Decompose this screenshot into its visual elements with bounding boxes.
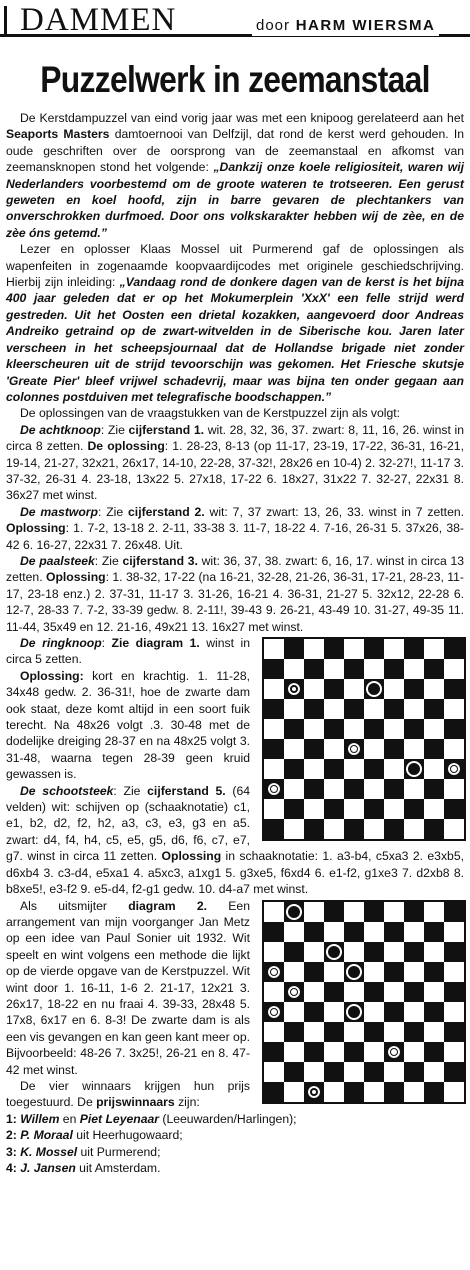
dark-square: [444, 902, 464, 922]
dark-square: [424, 962, 444, 982]
winners-intro: De vier winnaars krijgen hun prijs toegestuurd. De prijswinnaars zijn:: [6, 1078, 250, 1110]
dark-square: [264, 739, 284, 759]
dark-square: [444, 982, 464, 1002]
dark-square: [424, 922, 444, 942]
byline-author: HARM WIERSMA: [295, 17, 436, 34]
dark-square: [384, 922, 404, 942]
dark-square: [284, 1062, 304, 1082]
dark-square: [264, 1082, 284, 1102]
dark-square: [404, 799, 424, 819]
dark-square: [364, 799, 384, 819]
column-title: DAMMEN: [20, 2, 177, 38]
black-piece: [326, 944, 342, 960]
dark-square: [344, 779, 364, 799]
dark-square: [424, 779, 444, 799]
dark-square: [364, 982, 384, 1002]
dark-square: [444, 799, 464, 819]
black-piece: [346, 1004, 362, 1020]
puzzle-achtknoop: De achtknoop: Zie cijferstand 1. wit. 28, 32, 36, 37. zwart: 8, 11, 16, 26. winst in circa 8 zetten. De oplossing: 1. 28-23, 8-13 (op 11-17, 23-19, 17-22, 36-31, 16-21, 19-14, 21-27, 32x21, 26x17, 14-10, 22-28, 37-32!, 28x26 en 10-4) 2. 32-27!, 11-17 3. 37-32, 26-31 4. 23-18, 13x22 5. 27x18, 17-22 6. 18x27, 31x22 7. 32-27, 22x31 8. 36x27 met winst.: [6, 422, 465, 503]
dark-square: [384, 1002, 404, 1022]
dark-square: [404, 719, 424, 739]
dark-square: [324, 1062, 344, 1082]
dark-square: [364, 942, 384, 962]
dark-square: [344, 659, 364, 679]
dark-square: [424, 699, 444, 719]
dark-square: [304, 1002, 324, 1022]
puzzle-mastworp: De mastworp: Zie cijferstand 2. wit: 7, 37 zwart: 13, 26, 33. winst in 7 zetten. Oplossing: 1. 7-2, 13-18 2. 2-11, 33-38 3. 11-7, 18-22 4. 7-16, 26-31 5. 37x26, 38-42 6. 16-27, 22x31 7. 26x48. Uit.: [6, 504, 465, 552]
dark-square: [304, 659, 324, 679]
dark-square: [384, 739, 404, 759]
white-piece: [386, 1044, 402, 1060]
dark-square: [284, 942, 304, 962]
dark-square: [324, 1022, 344, 1042]
dark-square: [324, 982, 344, 1002]
winner-row: 4: J. Jansen uit Amsterdam.: [6, 1161, 161, 1175]
intro-paragraph-1: De Kerstdampuzzel van eind vorig jaar was met een knipoog gerelateerd aan het Seaports Masters damtoernooi van Delfzijl, dat rond de kerst werd gehouden. In oude geschriften over de oorsprong van de zeemanstaal en afkomst van zeemansknopen stond het volgende: „Dankzij onze koele religiositeit, waren wij Nederlanders voorbestemd om de groote wateren te trotseeren. Een gerust geweten en koel hoofd, zijn in barre gevaren de plechtankers van onverschrokken durfmoed. Door ons volkskarakter hebben wij de zèe, en de zèe óns getemd.”: [6, 111, 465, 240]
dark-square: [364, 719, 384, 739]
dark-square: [284, 719, 304, 739]
dark-square: [404, 1022, 424, 1042]
dark-square: [424, 1042, 444, 1062]
dark-square: [304, 779, 324, 799]
dark-square: [344, 819, 364, 839]
dark-square: [324, 639, 344, 659]
dark-square: [304, 739, 324, 759]
dark-square: [284, 799, 304, 819]
king-white-piece: [286, 681, 302, 697]
dark-square: [364, 902, 384, 922]
dark-square: [444, 719, 464, 739]
dark-square: [384, 659, 404, 679]
dark-square: [304, 699, 324, 719]
dark-square: [384, 779, 404, 799]
dark-square: [324, 759, 344, 779]
dark-square: [424, 1002, 444, 1022]
dark-square: [344, 922, 364, 942]
black-piece: [366, 681, 382, 697]
dark-square: [404, 639, 424, 659]
puzzle-schootsteek: De schootsteek: Zie cijferstand 5. (64 velden) wit: schijven op (schaaknotatie) c1, e1, b2, d2, f2, h2, a3, c3, e3, g3 en a5. zwart: d4, f4, h4, c5, e5, g5, d6, f6, c7, e7, g7. winst in circa 11 zetten. Oplossing in schaaknotatie: 1. a3-b4, c5xa3 2. e3xb5, d6xb4 3. c3-d4, e5xa1 4. a5xc3, a1xg1 5. g3xe5, f6xd4 6. e1-f2, g1xe3 7. d2xb8 8. b8xe5!, e3-f2 9. e5-d4, f2-g1 gedw. 10. d4-a7 met winst.: [6, 783, 464, 897]
byline-prefix: door: [256, 17, 291, 34]
king-white-piece: [306, 1084, 322, 1100]
dark-square: [404, 1062, 424, 1082]
dark-square: [284, 1022, 304, 1042]
dark-square: [264, 1042, 284, 1062]
logo-mark: [4, 6, 19, 34]
dark-square: [364, 1062, 384, 1082]
dark-square: [264, 659, 284, 679]
intro-paragraph-2: Lezer en oplosser Klaas Mossel uit Purmerend gaf de oplossingen als wapenfeiten in zogenaamde koopvaardijcodes met originele geschiedschrijving. Hierbij zijn inleiding: „Vandaag rond de donkere dagen van de kerst is het bijna 400 jaar geleden dat er op het Mokumerplein 'XxX' een felle strijd werd gestreden. Uit het Oosten een drietal kozakken, aangevoerd door Andreas Andreiko getraind op de zwart-witvelden in de Siberische kou. Jaren later verscheen in het scheepsjournaal dat de Hollandse brigade niet zonder kleerscheuren uit de strijd tevoorschijn was gekomen. Het Friesche skutsje 'Greate Pier' bleef vrijwel schadevrij, maar was bijna ten onder gegaan aan colonnes postduiven met telegrafische boodschappen.”: [6, 242, 464, 404]
dark-square: [304, 819, 324, 839]
headline: Puzzelwerk in zeemanstaal: [40, 59, 430, 100]
dark-square: [304, 962, 324, 982]
puzzle-paalsteek: De paalsteek: Zie cijferstand 3. wit: 36, 37, 38. zwart: 6, 16, 17. winst in circa 13 zetten. Oplossing: 1. 38-32, 17-22 (na 16-21, 32-28, 21-26, 36-31, 17-21, 28-23, 11-17, 23-18 enz.) 2. 37-31, 11-17 3. 31-26, 16-21 4. 36-31, 21-27 5. 32x12, 22-28 6. 12-7, 28-33 7. 7-2, 33-39 gedw. 8. 2-11!, 39-43 9. 26-21, 43-49 10. 31-27, 49-35 11. 11-44, 35x49 en 12. 21-16, 49x21 13. 16x27 met winst.: [6, 553, 464, 634]
dark-square: [444, 639, 464, 659]
black-piece: [406, 761, 422, 777]
black-piece: [346, 964, 362, 980]
draughts-diagram-1: [262, 637, 466, 841]
white-piece: [266, 1004, 282, 1020]
dark-square: [384, 699, 404, 719]
dark-square: [344, 699, 364, 719]
dark-square: [404, 902, 424, 922]
byline: [252, 16, 439, 36]
dark-square: [444, 679, 464, 699]
dark-square: [304, 1042, 324, 1062]
dark-square: [404, 942, 424, 962]
white-piece: [266, 964, 282, 980]
dark-square: [304, 922, 324, 942]
winner-row: 2: P. Moraal uit Heerhugowaard;: [6, 1128, 183, 1143]
dark-square: [424, 819, 444, 839]
dark-square: [384, 819, 404, 839]
white-piece: [286, 984, 302, 1000]
dark-square: [264, 819, 284, 839]
dark-square: [284, 639, 304, 659]
white-piece: [346, 741, 362, 757]
draughts-diagram-2: [262, 900, 466, 1104]
winner-row: 1: Willem en Piet Leyenaar (Leeuwarden/Harlingen);: [6, 1111, 297, 1126]
puzzle-ringknoop-solution: Oplossing: kort en krachtig. 1. 11-28, 34x48 gedw. 2. 36-31!, hoe de zwarte dam ook staat, deze komt altijd in een soort fuik terecht. Na 48x26 volgt .3. 30-48 met de dodelijke dreiging 28-37 en na 48x25 volgt 3. 31-48, waarna tegen 28-39 geen kruid gewassen is.: [6, 668, 250, 782]
dark-square: [424, 1082, 444, 1102]
dark-square: [384, 962, 404, 982]
dark-square: [324, 719, 344, 739]
dark-square: [364, 1022, 384, 1042]
puzzle-extra: Als uitsmijter diagram 2. Een arrangement van mijn voorganger Jan Metz op een idee van Paul Sonier uit 1932. Wit speelt en wint volgens een methode die lijkt op de vierde opgave van de Kerstpuzzel. Wit wint door 1. 16-11, 1-6 2. 21-17, 12x21 3. 26x17, 18-22 en nu fraai 4. 39-33, 28x48 5. 17x8, 6x17 en 6. 8-3! De zwarte dam is als een vis gevangen en kan geen kant meer op. Bijvoorbeeld: 48-26 7. 3x25!, 26-21 en 8. 47-42 met winst.: [6, 898, 250, 1077]
dark-square: [444, 1022, 464, 1042]
dark-square: [364, 759, 384, 779]
winners-list: [6, 1111, 464, 1177]
dark-square: [344, 1042, 364, 1062]
dark-square: [384, 1082, 404, 1102]
puzzle-ringknoop: De ringknoop: Zie diagram 1. winst in circa 5 zetten.: [6, 636, 250, 667]
black-piece: [286, 904, 302, 920]
dark-square: [424, 659, 444, 679]
intro-paragraph-3: De oplossingen van de vraagstukken van de Kerstpuzzel zijn als volgt:: [20, 406, 401, 421]
dark-square: [324, 799, 344, 819]
dark-square: [404, 679, 424, 699]
white-piece: [266, 781, 282, 797]
winner-row: 3: K. Mossel uit Purmerend;: [6, 1144, 161, 1159]
column-header: [0, 0, 470, 44]
dark-square: [284, 759, 304, 779]
dark-square: [344, 1082, 364, 1102]
dark-square: [404, 982, 424, 1002]
dark-square: [264, 699, 284, 719]
dark-square: [364, 639, 384, 659]
dark-square: [324, 902, 344, 922]
dark-square: [444, 1062, 464, 1082]
white-piece: [446, 761, 462, 777]
dark-square: [264, 922, 284, 942]
dark-square: [424, 739, 444, 759]
dark-square: [324, 679, 344, 699]
dark-square: [444, 942, 464, 962]
